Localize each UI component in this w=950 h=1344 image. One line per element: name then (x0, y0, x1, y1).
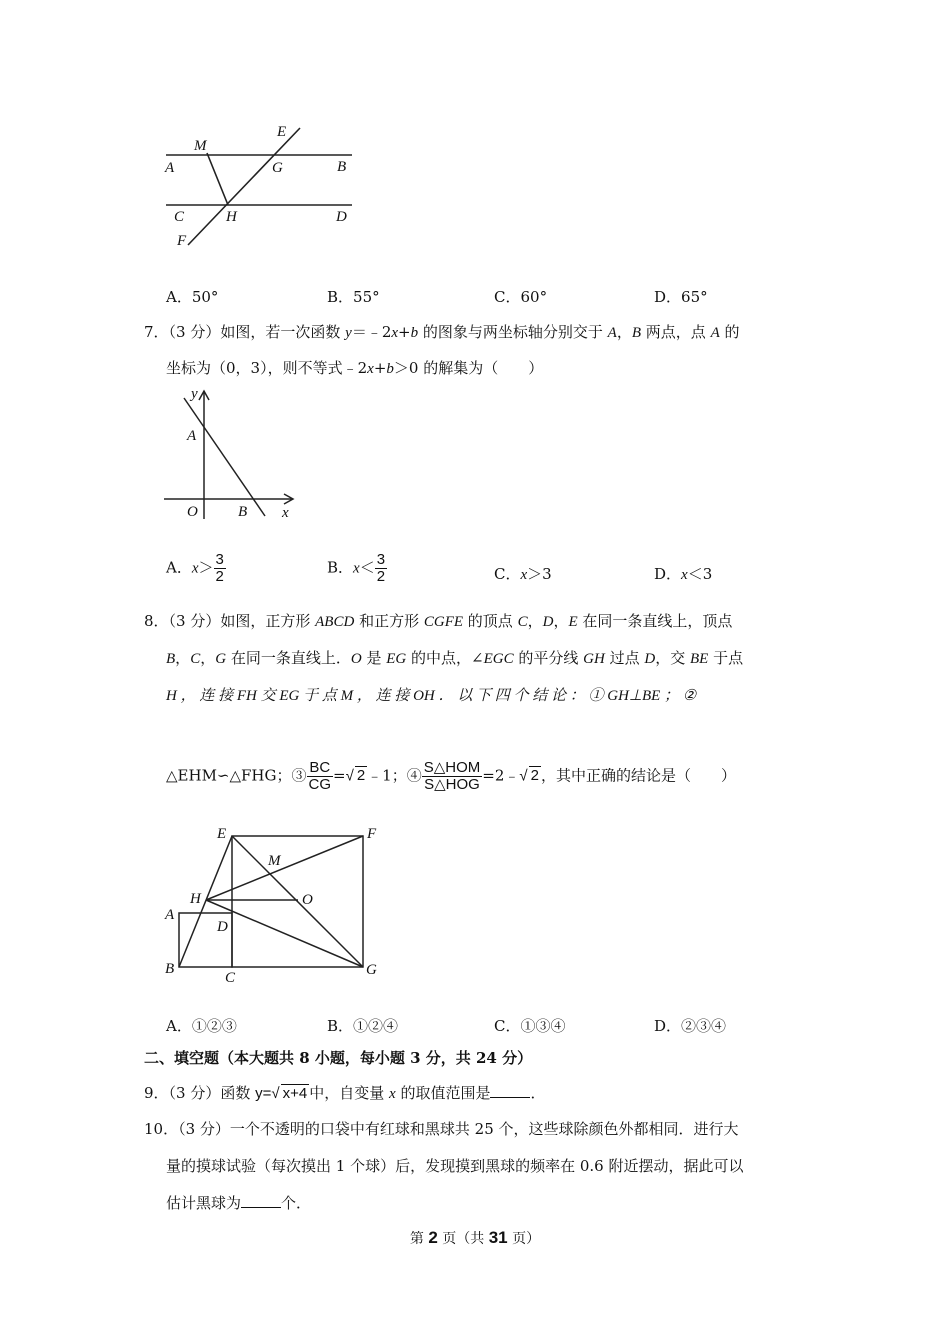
q9-answer-blank[interactable] (490, 1083, 530, 1098)
fraction-bc-cg: $\frac{BC}{CG}$ (308, 759, 332, 793)
point-label-M: M (268, 853, 281, 869)
q8-line-2: B，C，G 在同一条直线上．O 是 EG 的中点，∠EGC 的平分线 GH 过点 D，交 BE 于点 (166, 649, 744, 667)
q6-option-c[interactable]: C．60° (494, 288, 548, 306)
q8-line-4: △EHM∽△FHG；③ $\frac{BC}{CG}$ =√ 2 ﹣1；④ $\frac{\text{S△HOM}}{\text{S△HOG}}$ =2﹣√ 2 ，其中正确的结论是（ ） (166, 759, 736, 793)
point-label-B: B (165, 961, 175, 977)
q7-option-a[interactable]: A．x＞ $\frac{3}{2}$ (166, 551, 224, 585)
axis-label-y: y (191, 386, 198, 402)
label-M: M (194, 138, 207, 154)
label-C: C (174, 209, 185, 225)
q9-line: 9．（3 分）函数 y=√ x+4 中，自变量 x 的取值范围是 ． (144, 1084, 546, 1102)
label-D: D (336, 209, 347, 225)
point-label-D: D (217, 919, 228, 935)
q8-option-c[interactable]: C．①③④ (494, 1017, 566, 1035)
point-label-C: C (225, 970, 236, 986)
point-label-O: O (302, 892, 313, 908)
q8-line-1: 8．（3 分）如图，正方形 ABCD 和正方形 CGFE 的顶点 C，D，E 在同一条直线上，顶点 (144, 612, 733, 630)
page-total: 31 (488, 1228, 508, 1247)
q10-line-3: 估计黑球为 个． (166, 1194, 312, 1212)
point-label-O: O (187, 504, 198, 520)
q10-line-1: 10．（3 分）一个不透明的口袋中有红球和黑球共 25 个，这些球除颜色外都相同．进行大 (144, 1120, 739, 1138)
axis-label-x: x (282, 505, 289, 521)
q6-option-d[interactable]: D．65° (654, 288, 708, 306)
q7-option-c[interactable]: C．x＞3 (494, 565, 552, 583)
q7-option-d[interactable]: D．x＜3 (654, 565, 713, 583)
parallel-lines-figure (160, 118, 360, 253)
linear-function-graph (160, 383, 305, 523)
label-B: B (337, 159, 347, 175)
label-G: G (272, 160, 283, 176)
page-number: 2 (428, 1228, 438, 1247)
q7-option-b[interactable]: B．x＜ $\frac{3}{2}$ (327, 551, 386, 585)
point-label-A: A (187, 428, 197, 444)
q8-option-d[interactable]: D．②③④ (654, 1017, 727, 1035)
q10-answer-blank[interactable] (241, 1193, 281, 1208)
label-F: F (177, 233, 187, 249)
label-E: E (277, 124, 287, 140)
point-label-B: B (238, 504, 248, 520)
q8-option-b[interactable]: B．①②④ (327, 1017, 399, 1035)
q8-option-a[interactable]: A．①②③ (166, 1017, 237, 1035)
section-heading: 二、填空题（本大题共 8 小题，每小题 3 分，共 24 分） (144, 1049, 533, 1067)
point-label-G: G (366, 962, 377, 978)
point-label-A: A (165, 907, 175, 923)
two-squares-figure (160, 822, 390, 987)
label-A: A (165, 160, 175, 176)
page-footer: 第 2 页（共 31 页） (409, 1228, 541, 1247)
q7-line-2: 坐标为（0，3），则不等式﹣2x+b＞0 的解集为（ ） (166, 359, 544, 377)
fraction-area-ratio: $\frac{\text{S△HOM}}{\text{S△HOG}}$ (423, 759, 481, 793)
q10-line-2: 量的摸球试验（每次摸出 1 个球）后，发现摸到黑球的频率在 0.6 附近摆动，据此可以 (166, 1157, 744, 1175)
q7-line-1: 7．（3 分）如图，若一次函数 y＝﹣2x+b 的图象与两坐标轴分别交于 A，B 两点，点 A 的 (144, 323, 740, 341)
q8-line-3: H ， 连 接 FH 交 EG 于 点 M ， 连 接 OH ． 以 下 四 个 结 论 ： ① GH⊥BE ； ② (166, 688, 697, 704)
label-H: H (226, 209, 237, 225)
point-label-F: F (367, 826, 377, 842)
q6-option-a[interactable]: A．50° (166, 288, 219, 306)
point-label-E: E (217, 826, 227, 842)
point-label-H: H (190, 891, 201, 907)
q6-option-b[interactable]: B．55° (327, 288, 380, 306)
